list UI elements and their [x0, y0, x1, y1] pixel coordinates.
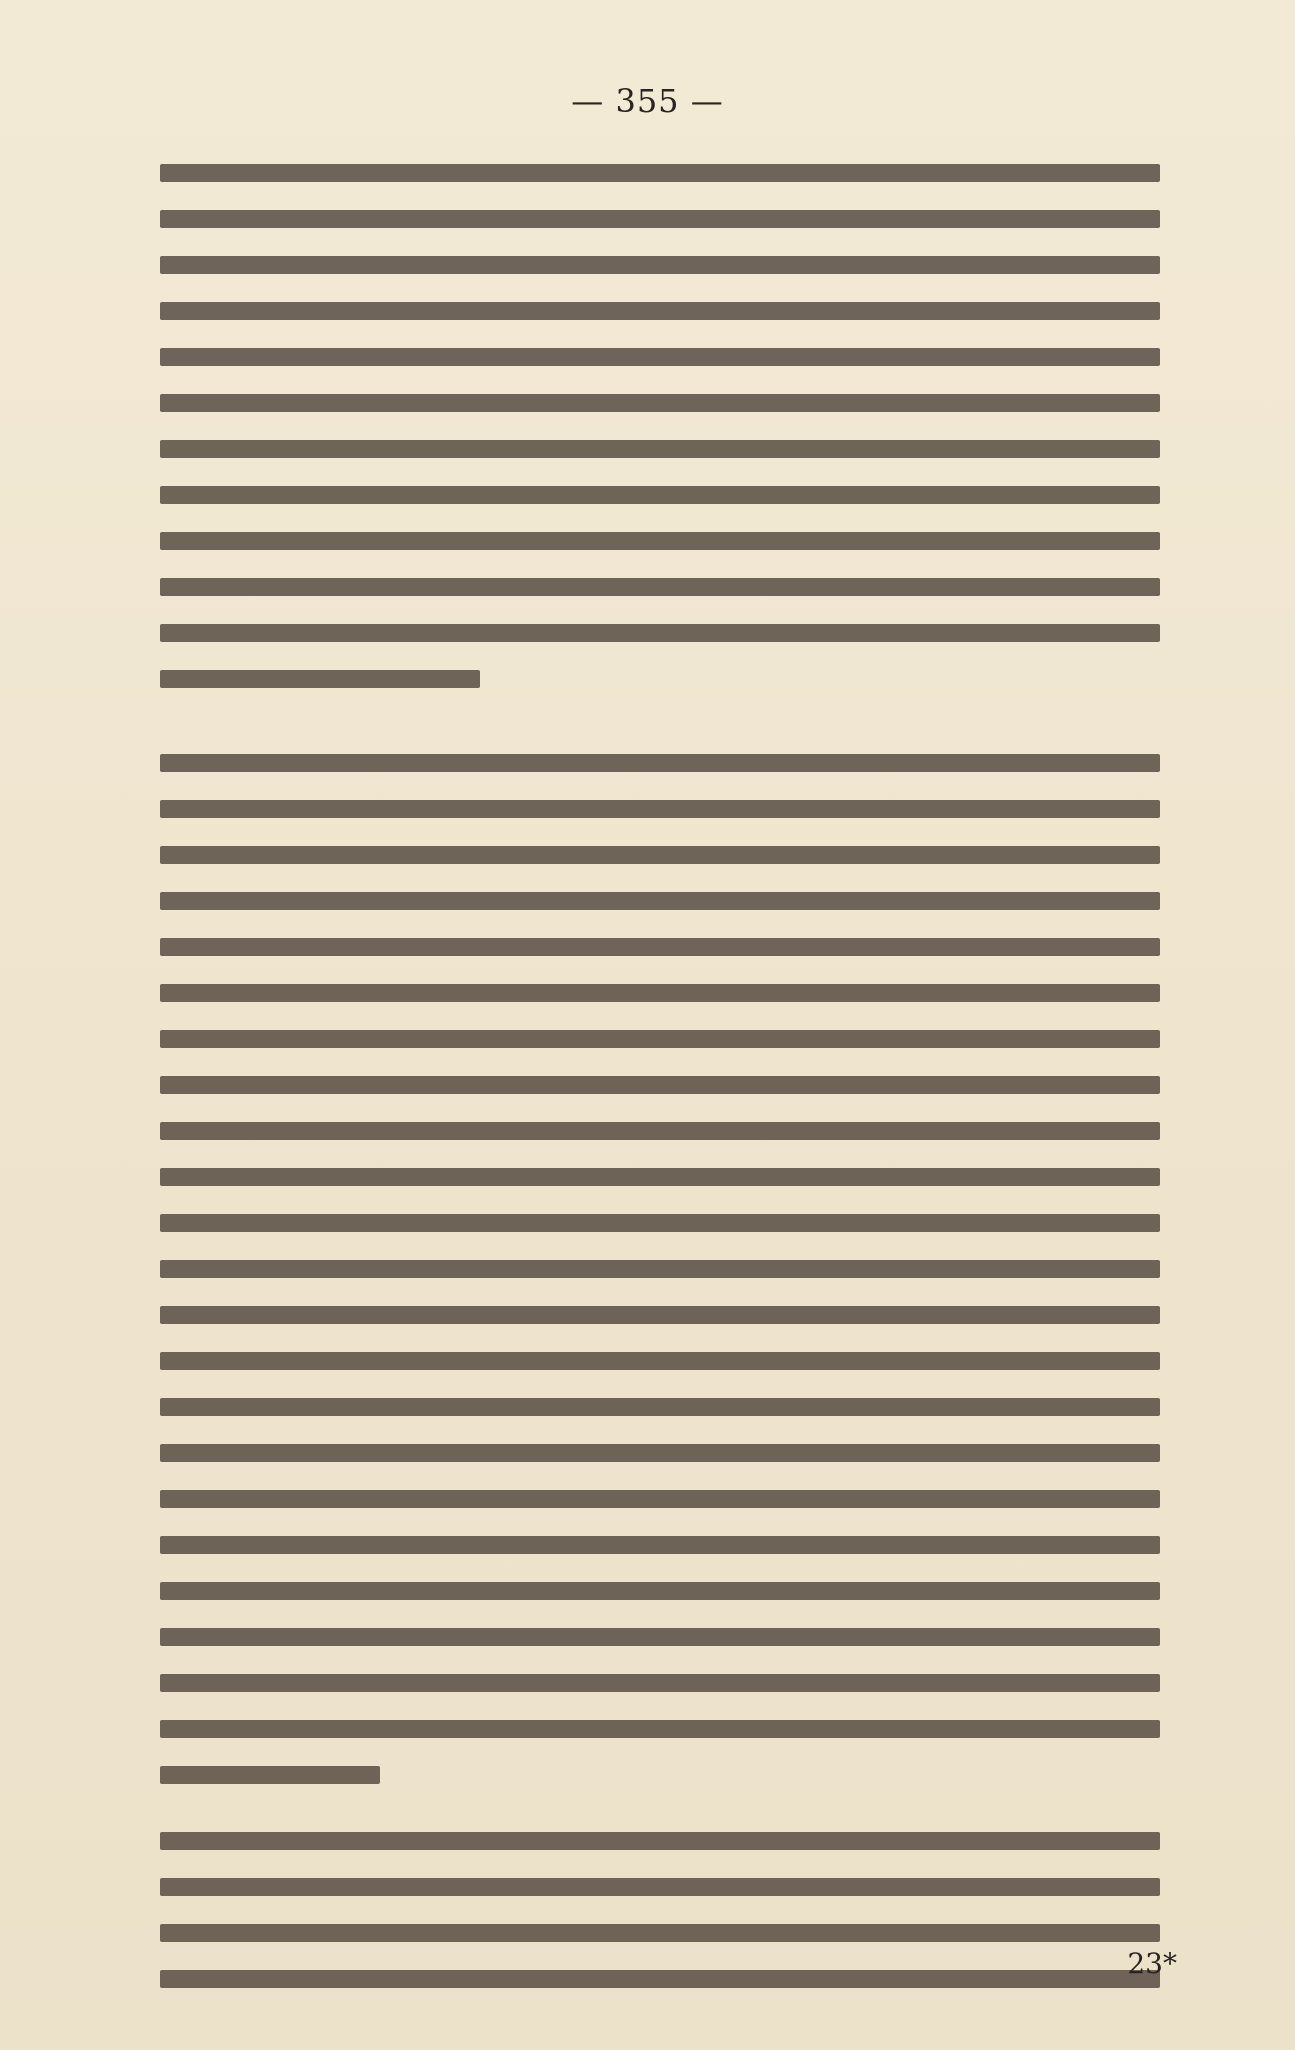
text-line — [160, 288, 1160, 334]
text-line — [160, 1384, 1160, 1430]
text-line — [160, 564, 1160, 610]
text-line — [160, 878, 1160, 924]
page-number: — 355 — — [571, 82, 724, 120]
text-line — [160, 786, 1160, 832]
text-line — [160, 740, 1160, 786]
text-line — [160, 426, 1160, 472]
text-line — [160, 1108, 1160, 1154]
text-line — [160, 1246, 1160, 1292]
text-line — [160, 1430, 1160, 1476]
text-line — [160, 518, 1160, 564]
text-line — [160, 832, 1160, 878]
text-line — [160, 1062, 1160, 1108]
text-line — [160, 1016, 1160, 1062]
text-line — [160, 1200, 1160, 1246]
text-line — [160, 1818, 1160, 1864]
text-line — [160, 242, 1160, 288]
text-line — [160, 1568, 1160, 1614]
text-line — [160, 1338, 1160, 1384]
text-line — [160, 1292, 1160, 1338]
text-line — [160, 1752, 1160, 1798]
text-line — [160, 656, 1160, 702]
text-line — [160, 924, 1160, 970]
text-line — [160, 970, 1160, 1016]
text-line — [160, 1476, 1160, 1522]
text-line — [160, 472, 1160, 518]
text-line — [160, 1614, 1160, 1660]
text-line — [160, 1154, 1160, 1200]
text-line — [160, 1910, 1160, 1956]
text-line — [160, 1864, 1160, 1910]
text-line — [160, 1956, 1160, 2002]
text-line — [160, 380, 1160, 426]
text-line — [160, 1660, 1160, 1706]
body-text — [160, 150, 1160, 2002]
text-line — [160, 334, 1160, 380]
text-line — [160, 150, 1160, 196]
signature-mark: 23* — [1127, 1947, 1177, 1980]
text-line — [160, 1706, 1160, 1752]
text-line — [160, 196, 1160, 242]
text-line — [160, 1522, 1160, 1568]
text-line — [160, 610, 1160, 656]
